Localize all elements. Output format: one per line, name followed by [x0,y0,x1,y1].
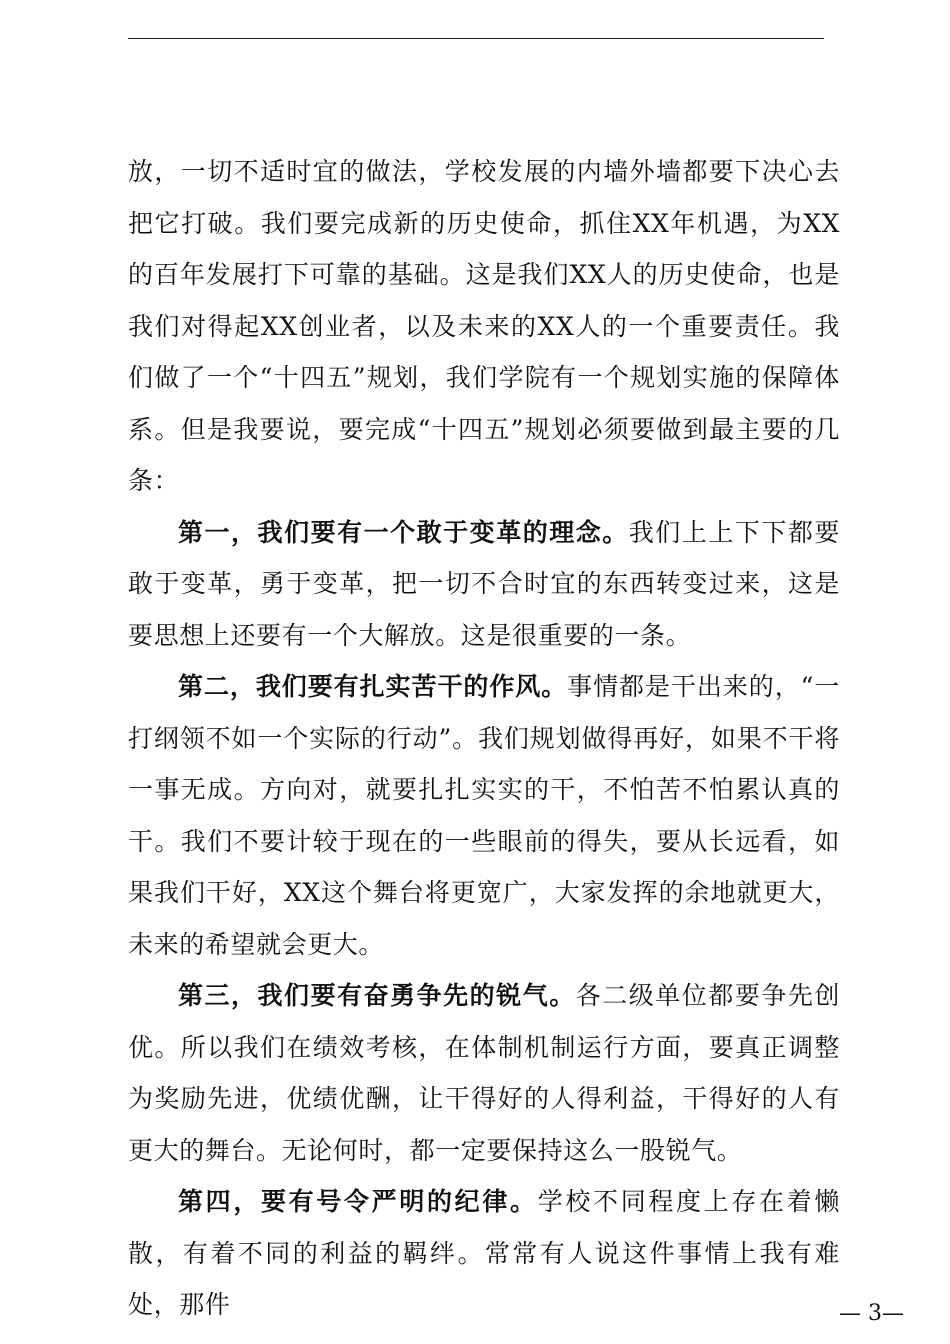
paragraph-point-2 [128,661,840,970]
paragraph-lead: 第三，我们要有奋勇争先的锐气。 [178,981,576,1010]
paragraph-text: 放，一切不适时宜的做法，学校发展的内墙外墙都要下决心去把它打破。我们要完成新的历史使命，抓住XX年机遇，为XX的百年发展打下可靠的基础。这是我们XX人的历史使命，也是我们对得起XX创业者，以及未来的XX人的一个重要责任。我们做了一个“十四五”规划，我们学院有一个规划实施的保障体系。但是我要说，要完成“十四五”规划必须要做到最主要的几条： [128,157,840,495]
paragraph-point-1 [128,507,840,662]
paragraph-text: 学校不同程度上存在着懒散，有着不同的利益的羁绊。常常有人说这件事情上我有难处，那件 [128,1187,840,1319]
paragraph-text: 事情都是干出来的，“一打纲领不如一个实际的行动”。我们规划做得再好，如果不干将一事无成。方向对，就要扎扎实实的干，不怕苦不怕累认真的干。我们不要计较于现在的一些眼前的得失，要从长远看，如果我们干好，XX这个舞台将更宽广，大家发挥的余地就更大，未来的希望就会更大。 [128,672,840,959]
document-body [128,146,840,1331]
paragraph-lead: 第一，我们要有一个敢于变革的理念。 [178,517,629,547]
paragraph-lead: 第二，我们要有扎实苦干的作风。 [178,672,568,701]
header-rule [128,38,824,39]
paragraph-lead: 第四，要有号令严明的纪律。 [178,1187,538,1216]
paragraph-point-3 [128,970,840,1176]
paragraph-text: 各二级单位都要争先创优。所以我们在绩效考核，在体制机制运行方面，要真正调整为奖励先进，优绩优酬，让干得好的人得利益，干得好的人有更大的舞台。无论何时，都一定要保持这么一股锐气。 [128,981,840,1165]
paragraph-point-4 [128,1176,840,1331]
paragraph-continuation [128,146,840,507]
paragraph-text: 我们上上下下都要敢于变革，勇于变革，把一切不合时宜的东西转变过来，这是要思想上还要有一个大解放。这是很重要的一条。 [128,517,840,650]
page-number: — 3— [839,1301,904,1326]
